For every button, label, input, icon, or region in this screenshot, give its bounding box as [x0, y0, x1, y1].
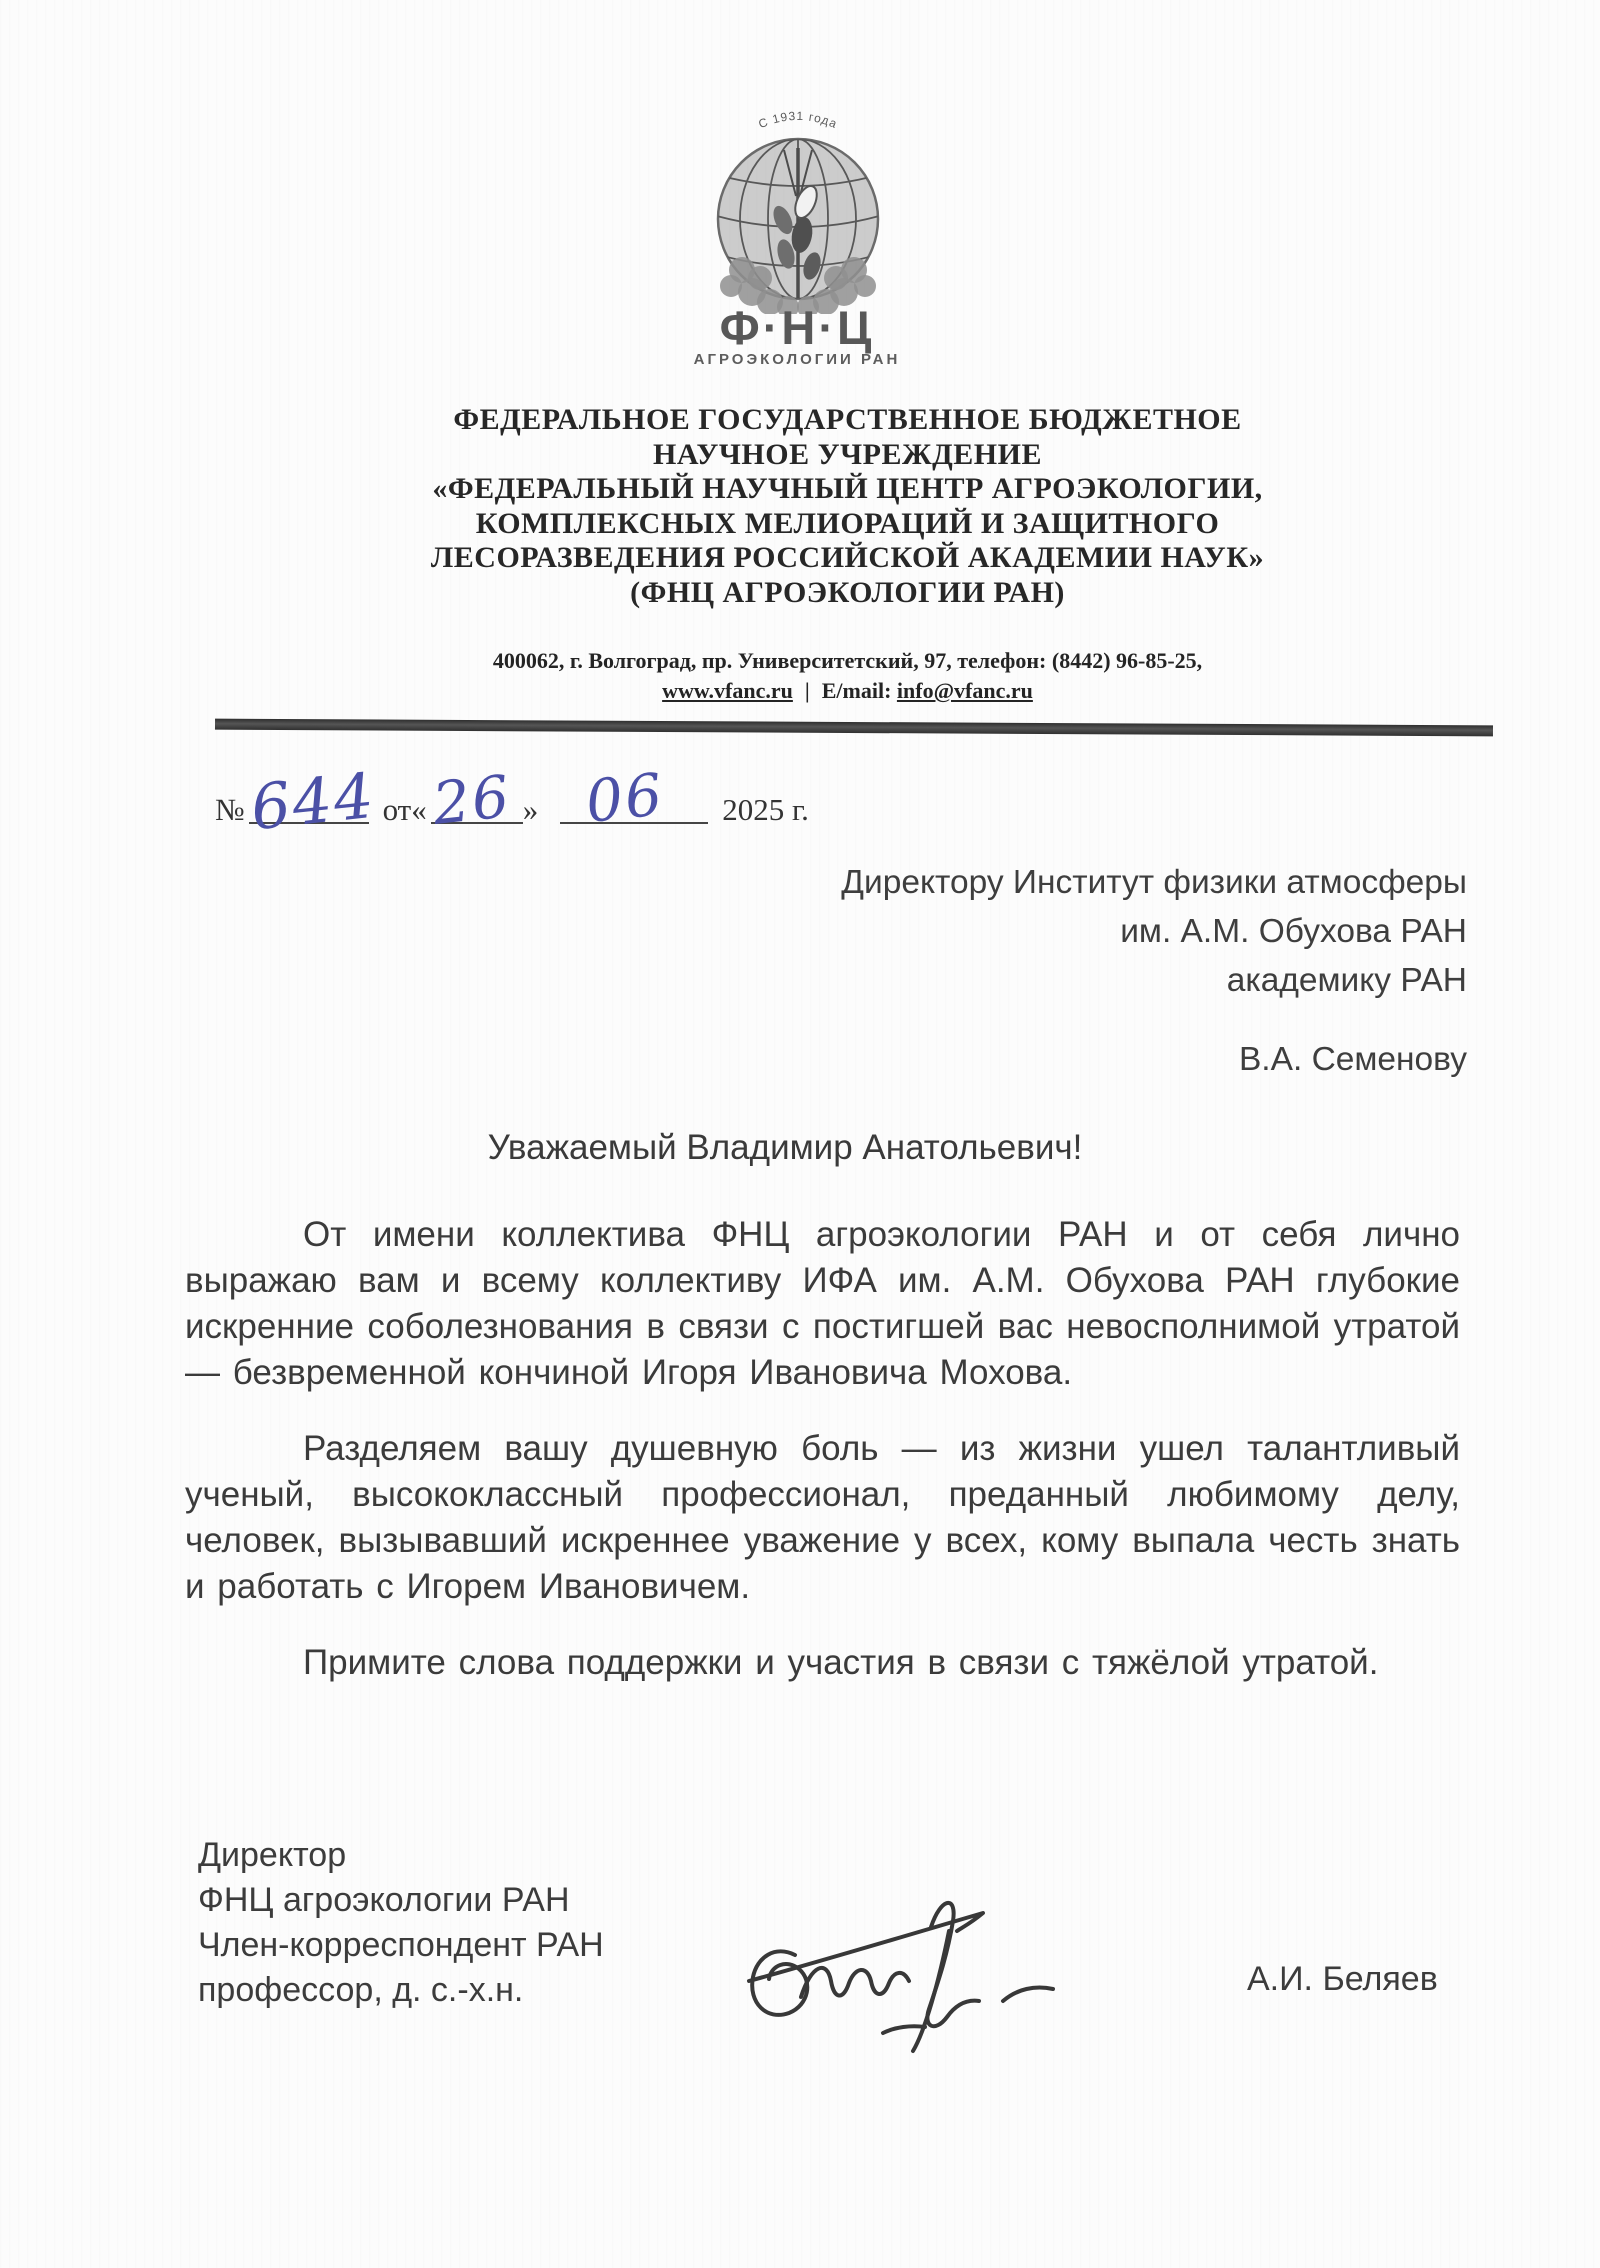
logo-acronym: Ф·Н·Ц: [719, 301, 875, 354]
website-link[interactable]: www.vfanc.ru: [662, 678, 793, 703]
signer-title-line-4: профессор, д. с.-х.н.: [198, 1971, 524, 2009]
signer-title-block: [198, 1833, 604, 2013]
email-link[interactable]: info@vfanc.ru: [896, 678, 1033, 703]
handwritten-signature: [735, 1885, 1095, 2055]
handwritten-day: 26: [429, 762, 514, 838]
signer-title-line-3: Член-корреспондент РАН: [198, 1926, 604, 1964]
email-label: E/mail:: [821, 678, 892, 703]
recipient-line-2: им. А.М. Обухова РАН: [1120, 913, 1467, 950]
from-label: от: [382, 792, 412, 827]
org-name-line-1: ФЕДЕРАЛЬНОЕ ГОСУДАРСТВЕННОЕ БЮДЖЕТНОЕ: [453, 403, 1242, 436]
org-name-line-4: КОМПЛЕКСНЫХ МЕЛИОРАЦИЙ И ЗАЩИТНОГО: [475, 506, 1220, 540]
recipient-line-1: Директору Институт физики атмосферы: [841, 864, 1467, 901]
organization-name-block: [220, 403, 1475, 610]
signer-name: А.И. Беляев: [1247, 1960, 1438, 1998]
handwritten-month: 06: [582, 760, 668, 836]
letter-body: [185, 1212, 1460, 1716]
paragraph-3: Примите слова поддержки и участия в связи с тяжёлой утратой.: [303, 1643, 1379, 1682]
svg-text:С 1931 года: [756, 109, 839, 131]
recipient-name: В.А. Семенову: [1238, 1041, 1467, 1078]
logo-since-text: С 1931 года: [756, 108, 840, 132]
signer-title-line-2: ФНЦ агроэкологии РАН: [198, 1881, 570, 1919]
day-blank-field: [429, 762, 523, 838]
number-blank-field: [247, 758, 379, 845]
logo-subtitle: АГРОЭКОЛОГИИ РАН: [693, 351, 901, 368]
paragraph-1: От имени коллектива ФНЦ агроэкологии РАН и от себя лично выражаю вам и всему коллективу ИФА им. А.М. Обухова РАН глубокие искренние соболезнования в связи с постигшей вас невосполнимой утратой — безвременной кончиной Игоря Ивановича Мохова.: [185, 1215, 1460, 1392]
number-sign-label: №: [215, 792, 245, 827]
postal-address: 400062, г. Волгоград, пр. Университетский, 97, телефон: (8442) 96-85-25,: [492, 648, 1203, 673]
handwritten-letter-number: 644: [247, 758, 379, 845]
open-quote: «: [411, 792, 427, 827]
reference-number-line: [215, 752, 809, 845]
year-label: 2025 г.: [722, 792, 809, 827]
org-name-line-2: НАУЧНОЕ УЧРЕЖДЕНИЕ: [653, 437, 1042, 471]
org-name-line-6: (ФНЦ АГРОЭКОЛОГИИ РАН): [630, 575, 1065, 609]
salutation: Уважаемый Владимир Анатольевич!: [487, 1128, 1083, 1167]
close-quote: »: [522, 792, 539, 827]
org-name-line-5: ЛЕСОРАЗВЕДЕНИЯ РОССИЙСКОЙ АКАДЕМИИ НАУК»: [430, 541, 1265, 574]
recipient-line-3: академику РАН: [1226, 962, 1467, 999]
recipient-block: [841, 858, 1467, 1084]
month-blank-field: [560, 760, 708, 836]
link-separator: |: [804, 678, 810, 703]
globe-wheat-emblem-icon: [700, 102, 896, 314]
paragraph-2: Разделяем вашу душевную боль — из жизни ушел талантливый ученый, высококлассный профессионал, преданный любимому делу, человек, вызывавший искреннее уважение у всех, кому выпала честь знать и работать с Игорем Ивановичем.: [185, 1429, 1460, 1606]
signer-title-line-1: Директор: [198, 1836, 347, 1874]
letterhead-divider: [215, 719, 1493, 737]
web-contacts: [220, 676, 1475, 706]
org-name-line-3: «ФЕДЕРАЛЬНЫЙ НАУЧНЫЙ ЦЕНТР АГРОЭКОЛОГИИ,: [432, 472, 1263, 505]
contact-info: [220, 646, 1475, 706]
